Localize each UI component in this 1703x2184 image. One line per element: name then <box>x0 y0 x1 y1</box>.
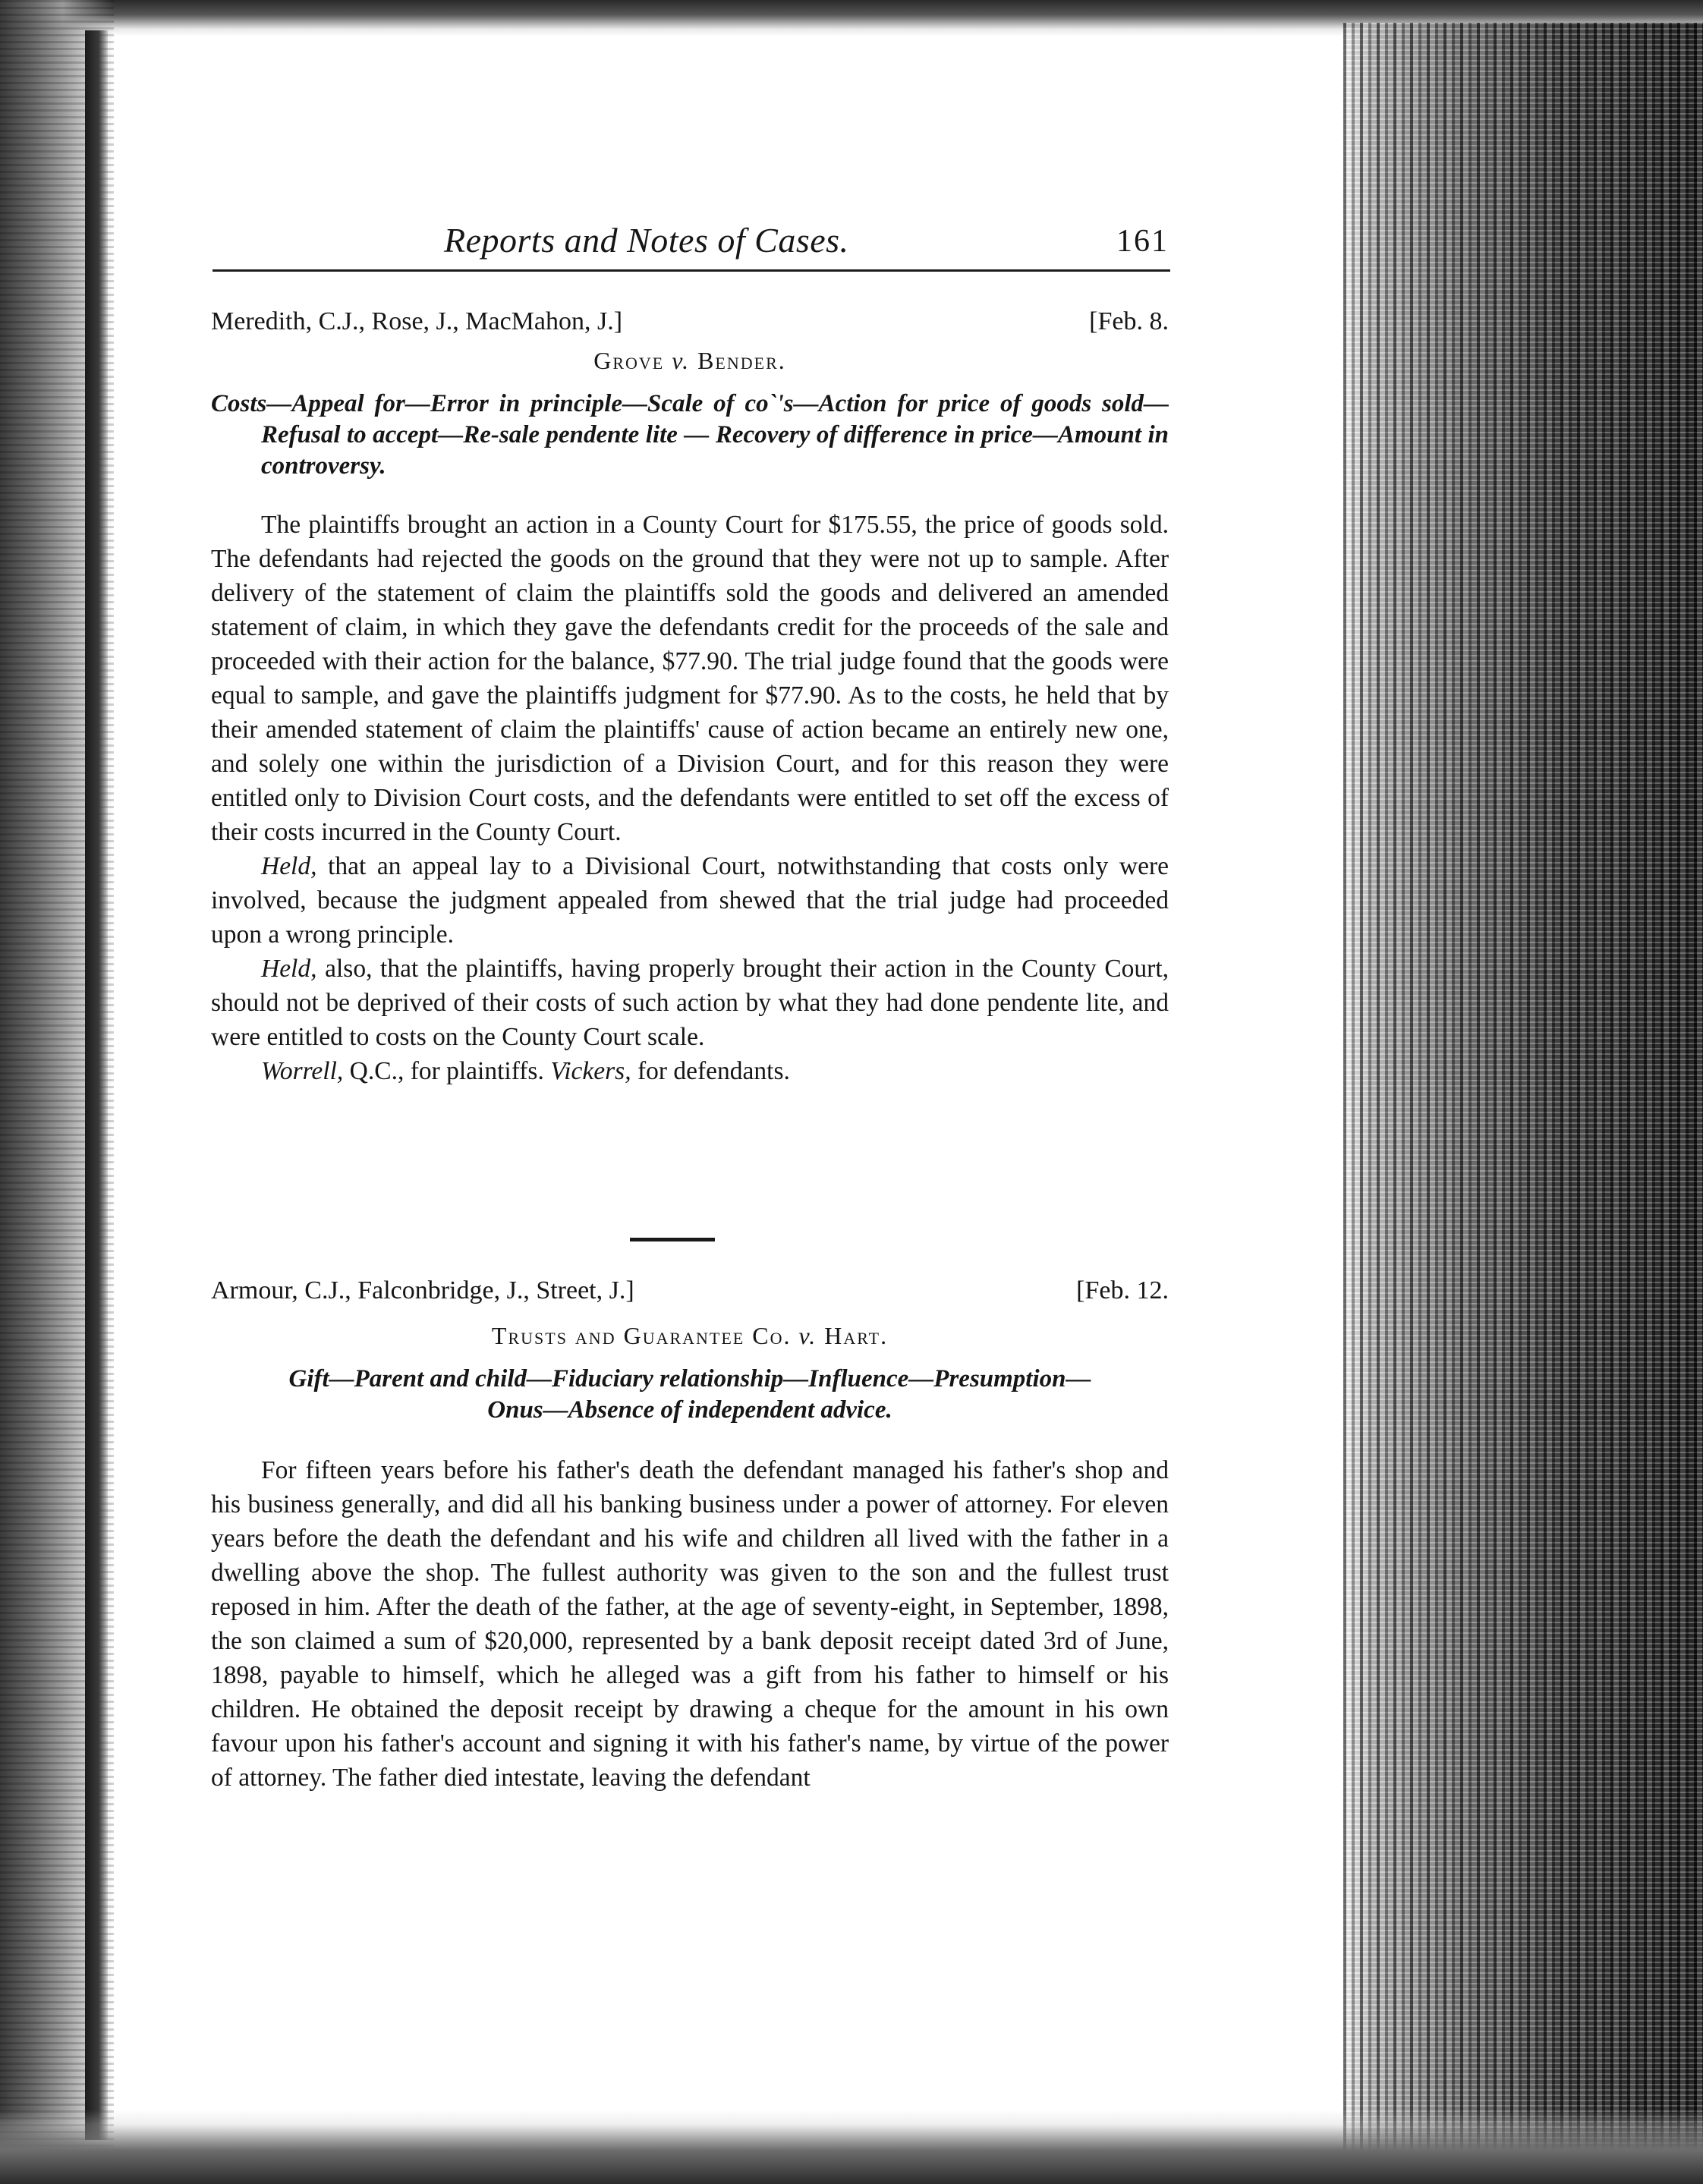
case-title <box>211 347 1169 375</box>
case-court-line <box>211 307 1169 345</box>
party-plaintiff: Grove <box>593 347 665 374</box>
paragraph: For fifteen years before his father's death the defendant managed his father's shop and his business generally, and did all his banking business under a power of attorney. For eleven years before the death the defendant and his wife and children all lived with the father in a dwelling above the shop. The fullest authority was given to the son and the fullest trust reposed in him. After the death of the father, at the age of seventy-eight, in September, 1898, the son claimed a sum of $20,000, represented by a bank deposit receipt dated 3rd of June, 1898, payable to himself, which he alleged was a gift from his father to himself or his children. He obtained the deposit receipt by drawing a cheque for the amount in his own favour upon his father's account and signing it with his father's name, by virtue of the power of attorney. The father died intestate, leaving the defendant <box>211 1456 1169 1792</box>
counsel-role: Q.C., for plaintiffs. <box>343 1057 551 1085</box>
case-date: [Feb. 12. <box>1076 1276 1169 1304</box>
case-judges: Meredith, C.J., Rose, J., MacMahon, J.] <box>211 307 623 335</box>
page-stack-edge <box>1343 23 1703 2184</box>
scan-edge-bottom <box>0 2110 1703 2184</box>
case-body <box>211 508 1169 1088</box>
paragraph: The plaintiffs brought an action in a County Court for $175.55, the price of goods sold. The defendants had rejected the goods on the ground that they were not up to sample. After delivery of the statement of claim the plaintiffs sold the goods and delivered an amended statement of claim, in which they gave the defendants credit for the proceeds of the sale and proceeded with their action for the balance, $77.90. The trial judge found that the goods were equal to sample, and gave the plaintiffs judgment for $77.90. As to the costs, he held that by their amended statement of claim the plaintiffs' cause of action became an entirely new one, and solely one within the jurisdiction of a Division Court, and for this reason they were entitled only to Division Court costs, and the defendants were entitled to set off the excess of their costs incurred in the County Court. <box>211 511 1169 846</box>
counsel-role: for defendants. <box>631 1057 790 1085</box>
case-court-line <box>211 1276 1169 1314</box>
holding-paragraph <box>211 952 1169 1054</box>
header-rule <box>212 269 1170 272</box>
held-text: also, that the plaintiffs, having properly brought their action in the County Court, should not be deprived of their costs of such action by what they had done pendente lite, and were entitled to costs on the County Court scale. <box>211 955 1169 1051</box>
counsel-name: Worrell, <box>261 1057 344 1085</box>
case-date: [Feb. 8. <box>1089 307 1169 335</box>
holding-paragraph <box>211 849 1169 952</box>
versus: v. <box>672 347 691 374</box>
spine-shadow <box>85 30 108 2140</box>
case-title <box>211 1322 1169 1350</box>
case-trusts-v-hart <box>211 1276 1169 1795</box>
headnote <box>211 1364 1169 1426</box>
party-defendant: Bender. <box>697 347 786 374</box>
party-defendant: Hart. <box>824 1322 889 1349</box>
counsel-line <box>211 1054 1169 1088</box>
case-grove-v-bender <box>211 307 1169 1088</box>
held-text: that an appeal lay to a Divisional Court, notwithstanding that costs only were involved, because the judgment appealed from shewed that the trial judge had proceeded upon a wrong principle. <box>211 852 1169 949</box>
case-separator <box>630 1238 715 1241</box>
page-number: 161 <box>1116 224 1169 259</box>
counsel-name: Vickers, <box>550 1057 631 1085</box>
case-judges: Armour, C.J., Falconbridge, J., Street, J.] <box>211 1276 634 1304</box>
running-title: Reports and Notes of Cases. <box>444 221 849 260</box>
versus: v. <box>798 1322 817 1349</box>
case-body <box>211 1453 1169 1795</box>
held-label: Held, <box>261 852 317 880</box>
headnote-line: Onus—Absence of independent advice. <box>487 1396 892 1424</box>
party-plaintiff: Trusts and Guarantee Co. <box>491 1322 792 1349</box>
running-head <box>212 220 1169 266</box>
headnote: Costs—Appeal for—Error in principle—Scale of co`'s—Action for price of goods sold—Refusal to accept—Re-sale pendente lite — Recovery of difference in price—Amount in controversy. <box>211 390 1169 480</box>
headnote-line: Gift—Parent and child—Fiduciary relationship—Influence—Presumption— <box>288 1365 1091 1393</box>
held-label: Held, <box>261 955 317 983</box>
